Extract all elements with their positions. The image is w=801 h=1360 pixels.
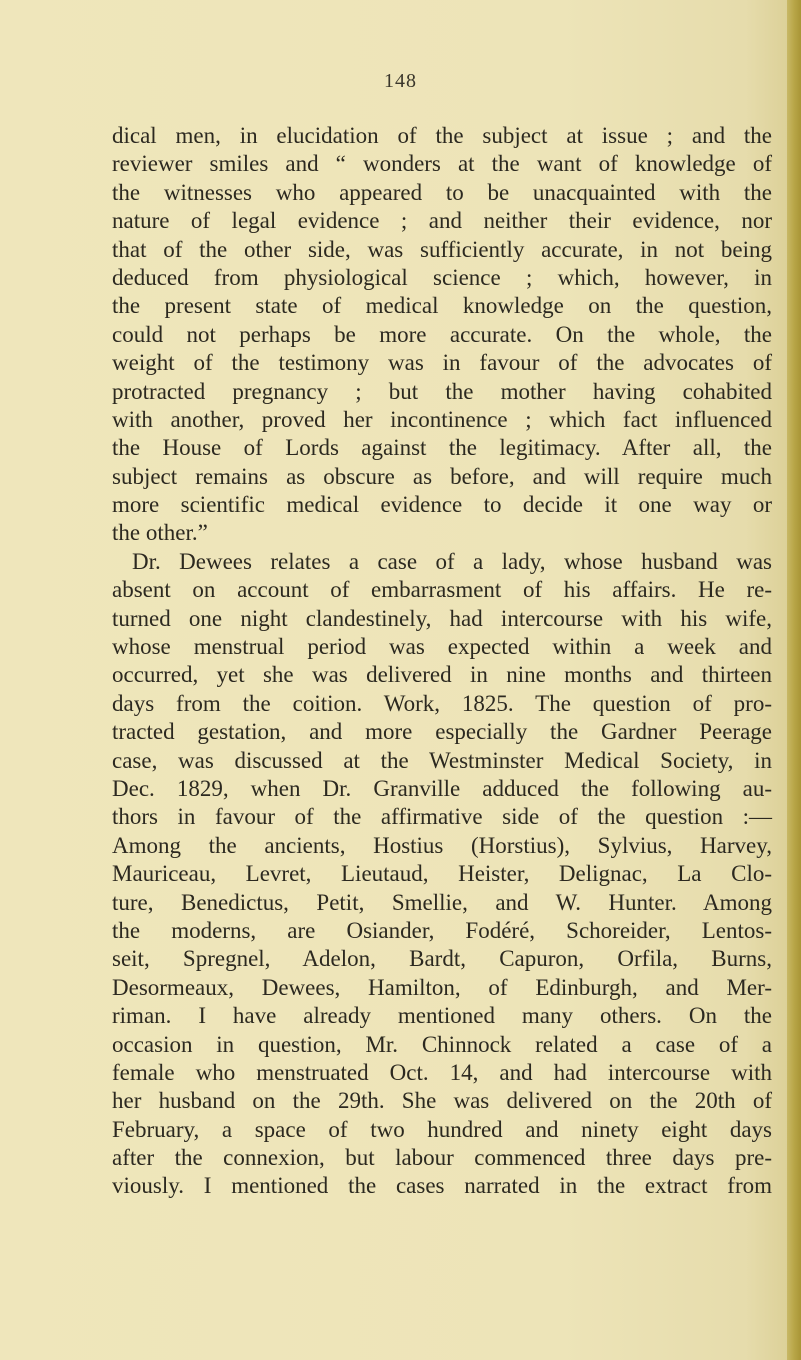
text-line: seit, Spregnel, Adelon, Bardt, Capuron, Orfila, Burns, bbox=[112, 946, 772, 972]
text-line: nature of legal evidence ; and neither their evidence, nor bbox=[112, 208, 772, 234]
text-line: days from the coition. Work, 1825. The question of pro- bbox=[112, 690, 772, 716]
text-line: ture, Benedictus, Petit, Smellie, and W. Hunter. Among bbox=[112, 889, 772, 915]
text-line: her husband on the 29th. She was delivered on the 20th of bbox=[112, 1088, 772, 1114]
text-line: the moderns, are Osiander, Fodéré, Schoreider, Lentos- bbox=[112, 917, 772, 943]
body-text bbox=[112, 122, 772, 1201]
text-line: occasion in question, Mr. Chinnock related a case of a bbox=[112, 1031, 772, 1057]
page-edge bbox=[787, 0, 801, 1360]
text-line: Among the ancients, Hostius (Horstius), Sylvius, Harvey, bbox=[112, 832, 772, 858]
text-line: subject remains as obscure as before, and will require much bbox=[112, 463, 772, 489]
text-line: after the connexion, but labour commenced three days pre- bbox=[112, 1145, 772, 1171]
text-line: thors in favour of the affirmative side of the question :— bbox=[112, 804, 772, 830]
page-number: 148 bbox=[384, 70, 417, 92]
text-line: Mauriceau, Levret, Lieutaud, Heister, Delignac, La Clo- bbox=[112, 861, 772, 887]
text-line: riman. I have already mentioned many others. On the bbox=[112, 1003, 772, 1029]
text-line: turned one night clandestinely, had intercourse with his wife, bbox=[112, 605, 772, 631]
text-line: occurred, yet she was delivered in nine months and thirteen bbox=[112, 662, 772, 688]
paragraph-start-line: Dr. Dewees relates a case of a lady, whose husband was bbox=[132, 548, 772, 574]
text-line: the other.” bbox=[112, 520, 208, 546]
text-line: case, was discussed at the Westminster Medical Society, in bbox=[112, 747, 772, 773]
text-line: tracted gestation, and more especially the Gardner Peerage bbox=[112, 719, 772, 745]
text-line: protracted pregnancy ; but the mother having cohabited bbox=[112, 378, 772, 404]
text-line: Dec. 1829, when Dr. Granville adduced the following au- bbox=[112, 775, 772, 801]
text-line: weight of the testimony was in favour of the advocates of bbox=[112, 350, 772, 376]
text-line: the present state of medical knowledge on the question, bbox=[112, 293, 772, 319]
text-line: reviewer smiles and “ wonders at the want of knowledge of bbox=[112, 151, 772, 177]
text-line: could not perhaps be more accurate. On the whole, the bbox=[112, 321, 772, 347]
text-line: deduced from physiological science ; which, however, in bbox=[112, 264, 772, 290]
text-line: Desormeaux, Dewees, Hamilton, of Edinburgh, and Mer- bbox=[112, 974, 772, 1000]
text-line: February, a space of two hundred and ninety eight days bbox=[112, 1116, 772, 1142]
text-line: female who menstruated Oct. 14, and had intercourse with bbox=[112, 1059, 772, 1085]
text-line: the witnesses who appeared to be unacquainted with the bbox=[112, 179, 772, 205]
text-line: more scientific medical evidence to decide it one way or bbox=[112, 492, 772, 518]
text-line: dical men, in elucidation of the subject at issue ; and the bbox=[112, 123, 772, 148]
text-line: viously. I mentioned the cases narrated in the extract from bbox=[112, 1173, 772, 1199]
text-line: the House of Lords against the legitimacy. After all, the bbox=[112, 435, 772, 461]
text-line: with another, proved her incontinence ; which fact influenced bbox=[112, 406, 772, 432]
text-line: that of the other side, was sufficiently accurate, in not being bbox=[112, 236, 772, 262]
text-line: absent on account of embarrasment of his affairs. He re- bbox=[112, 577, 772, 603]
text-line: whose menstrual period was expected within a week and bbox=[112, 634, 772, 660]
